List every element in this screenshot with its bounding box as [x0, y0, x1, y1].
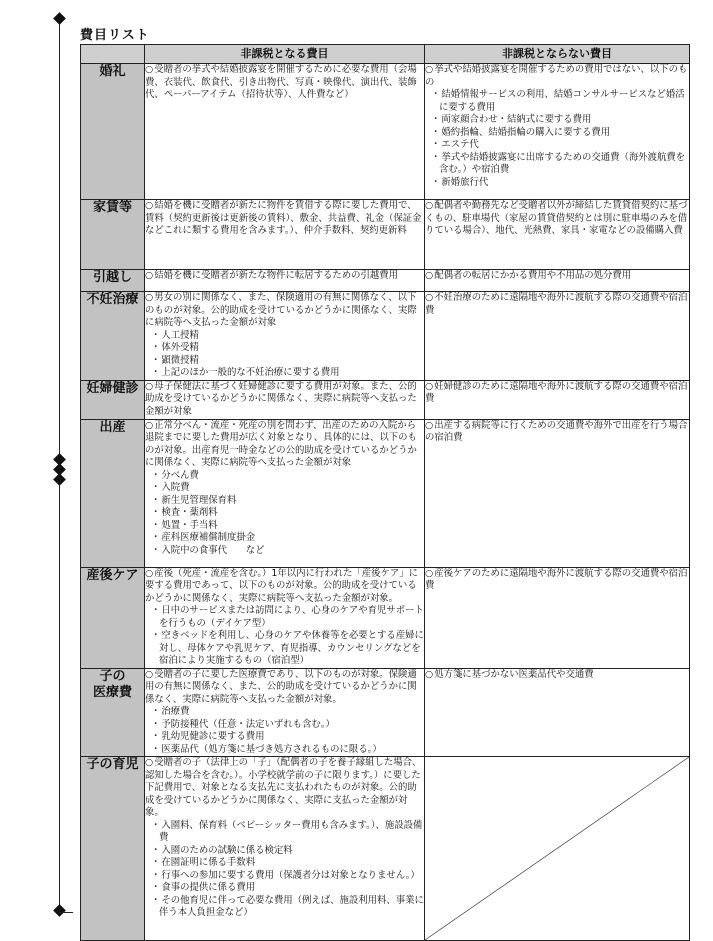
header-row [81, 45, 690, 64]
category-label: 子の育児 [81, 757, 145, 941]
cell-text [425, 292, 689, 317]
cell-text [145, 200, 424, 238]
taxable-cell [425, 292, 690, 381]
exempt-cell [145, 64, 425, 200]
circle-bullet-icon: ○ [425, 668, 434, 680]
list-item: ・ 日中のサービスまたは訪問により、心身のケアや育児サポートを行うもの（デイケア型） [145, 605, 424, 630]
cell-text-body: 挙式や結婚披露宴を開催するための費用ではない、以下のもの [425, 64, 688, 88]
diamond-marker-top [53, 12, 66, 25]
cell-text-body: 産後（死産・流産を含む。）1年以内に行われた「産後ケア」に要する費用であって、以下のものが対象。公的助成を受けているかどうかに関係なく、実際に病院等へ支払った金額が対象。 [145, 567, 418, 604]
item-list [145, 470, 424, 558]
table-row [81, 200, 690, 270]
diamond-marker-bottom [53, 904, 66, 917]
circle-bullet-icon: ○ [145, 270, 154, 281]
cell-text [425, 669, 689, 682]
taxable-cell [425, 64, 690, 200]
category-label: 出産 [81, 419, 145, 567]
list-item: ・ 予防接種代（任意・法定いずれも含む。） [145, 719, 424, 732]
list-item: ・ 上記のほか一般的な不妊治療に要する費用 [145, 367, 424, 380]
category-label: 家賃等 [81, 200, 145, 270]
list-item: ・ 婚約指輪、結婚指輪の購入に要する費用 [425, 127, 689, 140]
category-label: 不妊治療 [81, 292, 145, 381]
category-label: 婚礼 [81, 64, 145, 200]
table-row [81, 567, 690, 668]
cell-text [145, 420, 424, 470]
circle-bullet-icon: ○ [145, 757, 154, 768]
cell-text-body: 結婚を機に受贈者が新たな物件に転居するための引越費用 [154, 270, 398, 281]
list-item: ・ 行事への参加に要する費用（保護者分は対象となりません。） [145, 870, 424, 883]
taxable-cell [425, 380, 690, 419]
list-item: ・ 入園のための試験に係る検定料 [145, 845, 424, 858]
circle-bullet-icon: ○ [145, 292, 154, 303]
list-item: ・ 新生児管理保育料 [145, 495, 424, 508]
circle-bullet-icon: ○ [425, 419, 434, 431]
circle-bullet-icon: ○ [425, 270, 434, 281]
circle-bullet-icon: ○ [145, 668, 154, 680]
circle-bullet-icon: ○ [145, 200, 154, 211]
taxable-cell [425, 567, 690, 668]
cell-text-body: 出産する病院等に行くための交通費や海外で出産を行う場合の宿泊費 [425, 419, 688, 443]
exempt-cell [145, 292, 425, 381]
cell-text-body: 受贈者の挙式や結婚披露宴を開催するために必要な費用（会場費、衣装代、飲食代、引き出物代、写真・映像代、演出代、装飾代、ペーパーアイテム（招待状等）、人件費など） [145, 64, 417, 100]
item-list [145, 820, 424, 920]
circle-bullet-icon: ○ [145, 567, 154, 579]
item-list [425, 89, 689, 189]
list-item: ・ 入院費 [145, 482, 424, 495]
cell-text [425, 270, 689, 283]
list-item: ・ 在園証明に係る手数料 [145, 857, 424, 870]
diagonal-slash [425, 757, 689, 940]
taxable-cell [425, 200, 690, 270]
cell-text-body: 不妊治療のために遠隔地や海外に渡航する際の交通費や宿泊費 [425, 292, 688, 316]
cell-text-body: 正常分べん・流産・死産の別を問わず、出産のための入院から退院までに要した費用が広く対象となり、具体的には、以下のものが対象。出産育児一時金などの公的助成を受けているかどうかに関係なく、実際に病院等へ支払った金額が対象 [145, 419, 417, 468]
list-item: ・ 体外受精 [145, 342, 424, 355]
cell-text [425, 381, 689, 406]
empty-cell-slash [425, 757, 690, 941]
page-title: 費目リスト [80, 28, 150, 43]
cell-text-body: 受贈者の子に要した医療費であり、以下のものが対象。保険適用の有無に関係なく、また、公的助成を受けているかどうかに関係なく、実際に病院等へ支払った金額が対象。 [145, 668, 417, 705]
exempt-cell [145, 270, 425, 292]
table-row [81, 757, 690, 941]
header-taxable: 非課税とならない費目 [425, 45, 690, 64]
fee-list-table [80, 44, 690, 941]
taxable-cell [425, 270, 690, 292]
table-row [81, 64, 690, 200]
list-item: ・ 空きベッドを利用し、心身のケアや休養等を必要とする産婦に対し、母体ケアや乳児ケア、育児指導、カウンセリングなどを宿泊により実施するもの（宿泊型） [145, 630, 424, 668]
exempt-cell [145, 380, 425, 419]
circle-bullet-icon: ○ [425, 200, 434, 211]
exempt-cell [145, 419, 425, 567]
header-corner [81, 45, 145, 64]
list-item: ・ 医薬品代（処方箋に基づき処方されるものに限る。） [145, 744, 424, 757]
table-row [81, 668, 690, 757]
list-item: ・ 入園料、保育料（ベビーシッター費用も含みます。）、施設設備費 [145, 820, 424, 845]
cell-text [425, 568, 689, 593]
cell-text [425, 200, 689, 238]
cell-text [145, 64, 424, 102]
list-item: ・ 産科医療補償制度掛金 [145, 532, 424, 545]
cell-text [145, 568, 424, 606]
cell-text [145, 669, 424, 707]
list-item: ・ エステ代 [425, 139, 689, 152]
cell-text [145, 270, 424, 283]
taxable-cell [425, 668, 690, 757]
list-item: ・ その他育児に伴って必要な費用（例えば、施設利用料、事業に伴う本人負担金など） [145, 895, 424, 920]
circle-bullet-icon: ○ [425, 380, 434, 392]
item-list [145, 605, 424, 668]
cell-text-body: 受贈者の子（法律上の「子」（配偶者の子を養子縁組した場合、認知した場合を含む。）。小学校就学前の子に限ります。）に要した下記費用で、対象となる支払先に支払われたものが対象。公的助成を受けているかどうかに関係なく、実際に支払った金額が対象。 [145, 757, 422, 818]
exempt-cell [145, 668, 425, 757]
item-list [145, 330, 424, 380]
circle-bullet-icon: ○ [145, 380, 154, 392]
circle-bullet-icon: ○ [145, 419, 154, 431]
list-item: ・ 検査・薬剤料 [145, 507, 424, 520]
cell-text-body: 配偶者の転居にかかる費用や不用品の処分費用 [434, 270, 632, 281]
list-item: ・ 入院中の食事代 など [145, 545, 424, 558]
list-item: ・ 食事の提供に係る費用 [145, 882, 424, 895]
category-label: 引越し [81, 270, 145, 292]
footer-tick [59, 912, 73, 913]
cell-text-body: 処方箋に基づかない医薬品代や交通費 [434, 668, 594, 680]
taxable-cell [425, 419, 690, 567]
item-list [145, 706, 424, 756]
cell-text-body: 配偶者や勤務先など受贈者以外が締結した賃貸借契約に基づくもの、駐車場代（家屋の賃貸借契約とは別に駐車場のみを借りている場合）、地代、光熱費、家具・家電などの設備購入費 [425, 200, 688, 236]
cell-text-body: 産後ケアのために遠隔地や海外に渡航する際の交通費や宿泊費 [425, 567, 688, 591]
list-item: ・ 顕微授精 [145, 355, 424, 368]
list-item: ・ 処置・手当料 [145, 520, 424, 533]
cell-text [145, 292, 424, 330]
cell-text-body: 結婚を機に受贈者が新たに物件を賃借する際に要した費用で、賃料（契約更新後は更新後の賃料）、敷金、共益費、礼金（保証金などこれに類する費用を含みます。）、仲介手数料、契約更新料 [145, 200, 422, 236]
category-label: 子の 医療費 [81, 668, 145, 757]
exempt-cell [145, 757, 425, 941]
cell-text-body: 男女の別に関係なく、また、保険適用の有無に関係なく、以下のものが対象。公的助成を受けているかどうかに関係なく、実際に病院等へ支払った金額が対象 [145, 292, 417, 328]
list-item: ・ 両家顔合わせ・結納式に要する費用 [425, 114, 689, 127]
table-row [81, 380, 690, 419]
exempt-cell [145, 200, 425, 270]
circle-bullet-icon: ○ [425, 567, 434, 579]
table-row [81, 419, 690, 567]
cell-text [425, 64, 689, 89]
header-exempt: 非課税となる費目 [145, 45, 425, 64]
diamond-marker-middle-3 [53, 473, 66, 486]
list-item: ・ 乳幼児健診に要する費用 [145, 731, 424, 744]
list-item: ・ 結婚情報サービスの利用、結婚コンサルサービスなど婚活に要する費用 [425, 89, 689, 114]
circle-bullet-icon: ○ [425, 64, 434, 75]
circle-bullet-icon: ○ [425, 292, 434, 303]
list-item: ・ 人工授精 [145, 330, 424, 343]
cell-text-body: 母子保健法に基づく妊婦健診に要する費用が対象。また、公的助成を受けているかどうかに関係なく、実際に病院等へ支払った金額が対象 [145, 380, 417, 417]
cell-text [145, 757, 424, 820]
list-item: ・ 挙式や結婚披露宴に出席するための交通費（海外渡航費を含む。）や宿泊費 [425, 152, 689, 177]
category-label: 産後ケア [81, 567, 145, 668]
category-label: 妊婦健診 [81, 380, 145, 419]
circle-bullet-icon: ○ [145, 64, 154, 75]
cell-text [425, 420, 689, 445]
list-item: ・ 新婚旅行代 [425, 177, 689, 190]
exempt-cell [145, 567, 425, 668]
table-row [81, 292, 690, 381]
list-item: ・ 治療費 [145, 706, 424, 719]
cell-text [145, 381, 424, 419]
list-item: ・ 分べん費 [145, 470, 424, 483]
cell-text-body: 妊婦健診のために遠隔地や海外に渡航する際の交通費や宿泊費 [425, 380, 688, 404]
table-row [81, 270, 690, 292]
